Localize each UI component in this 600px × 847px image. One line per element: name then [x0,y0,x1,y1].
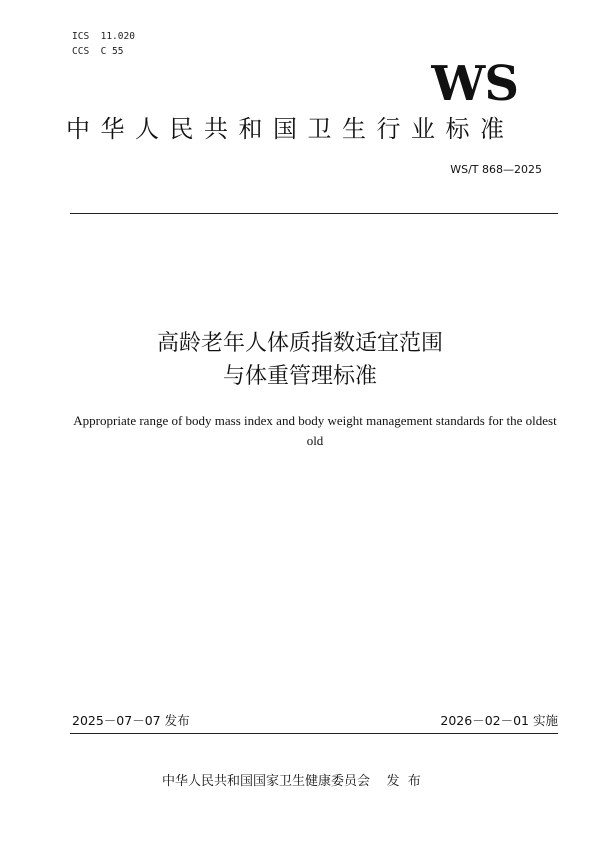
standard-number: WS/T 868—2025 [450,163,542,176]
ics-code: ICS 11.020 [72,31,135,42]
issuing-authority: 中华人民共和国国家卫生健康委员会 发 布 [162,774,421,789]
chinese-title [0,327,600,393]
ws-logo: WS [431,56,518,112]
standard-category-title: 中华人民共和国卫生行业标准 [66,115,515,143]
chinese-title-line-2: 与体重管理标准 [222,364,377,389]
issue-date: 2025－07－07 发布 [72,713,190,728]
ccs-code: CCS C 55 [72,46,124,57]
english-title: Appropriate range of body mass index and body weight management standards for the oldest old [73,413,557,448]
chinese-title-line-1: 高龄老年人体质指数适宜范围 [156,331,443,356]
bottom-divider [70,733,558,734]
top-divider [70,213,558,214]
implementation-date: 2026－02－01 实施 [440,713,558,728]
